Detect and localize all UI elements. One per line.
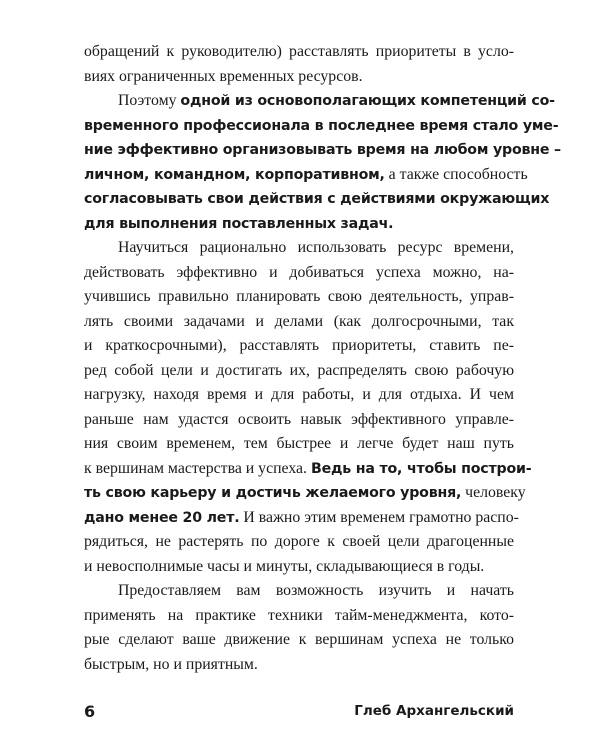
text-line	[84, 138, 561, 163]
text-line	[84, 65, 514, 90]
bold-text-run: ние эффективно организовывать время на любом уровне –	[84, 142, 561, 158]
text-line	[84, 236, 514, 261]
text-run: и невосполнимые часы и минуты, складывающиеся в годы.	[84, 557, 485, 575]
text-run: обращений к руководителю) расставлять приоритеты в усло-	[84, 43, 514, 60]
bold-text-run: личном, командном, корпоративном,	[84, 166, 385, 183]
text-run: человеку	[461, 484, 526, 501]
text-run: Предоставляем вам возможность изучить и начать	[118, 582, 514, 599]
paragraph	[84, 89, 561, 236]
text-line	[84, 163, 528, 188]
text-line	[84, 261, 514, 286]
text-run: быстрым, но и приятным.	[84, 655, 258, 673]
text-run: к вершинам мастерства и успеха.	[84, 459, 311, 477]
text-run: нагрузку, находя время и для работы, и для отдыха. И чем	[84, 386, 514, 403]
paragraph	[84, 236, 532, 579]
text-run: действовать эффективно и добиваться успеха можно, на-	[84, 263, 514, 281]
text-line	[84, 334, 514, 359]
text-line	[84, 310, 514, 335]
text-line	[84, 530, 514, 555]
text-line	[84, 114, 559, 139]
text-run: Поэтому	[118, 92, 181, 109]
text-run: рядиться, не растерять по дороге к своей цели драгоценные	[84, 533, 514, 550]
text-line	[84, 408, 514, 433]
text-run: лять своими задачами и делами (как долгосрочными, так	[84, 312, 514, 330]
text-line	[84, 579, 514, 604]
text-line	[84, 506, 519, 531]
text-run: а также способность	[384, 165, 528, 183]
text-run: ния своим временем, тем быстрее и легче будет наш путь	[84, 435, 514, 452]
text-run: Научиться рационально использовать ресурс времени,	[118, 239, 514, 256]
text-line	[84, 359, 514, 384]
author-name: Глеб Архангельский	[354, 703, 514, 719]
text-line	[84, 481, 526, 506]
text-line	[84, 40, 514, 65]
bold-text-run: временного профессионала в последнее время стало уме-	[84, 117, 559, 134]
text-run: раньше нам удастся освоить навык эффективного управле-	[84, 410, 514, 428]
bold-text-run: для выполнения поставленных задач.	[84, 215, 394, 232]
text-run: и краткосрочными), расставлять приоритеты, ставить пе-	[84, 337, 514, 354]
bold-text-run: одной из основополагающих компетенций со-	[180, 93, 555, 109]
text-run: И важно этим временем грамотно распо-	[239, 508, 519, 526]
text-line	[84, 212, 514, 237]
text-line	[84, 89, 555, 114]
text-run: виях ограниченных временных ресурсов.	[84, 67, 363, 85]
bold-text-run: согласовывать свои действия с действиями окружающих	[84, 191, 550, 207]
text-run: ред собой цели и достигать их, распределять свою рабочую	[84, 361, 514, 379]
bold-text-run: дано менее 20 лет.	[84, 509, 240, 526]
text-run: рые сделают ваше движение к вершинам успеха не только	[84, 631, 514, 648]
page-number: 6	[84, 702, 96, 721]
text-line	[84, 555, 514, 580]
body-text	[84, 40, 561, 677]
paragraph	[84, 40, 514, 89]
text-line	[84, 187, 550, 212]
text-line	[84, 457, 532, 482]
text-run: применять на практике техники тайм-менеджмента, кото-	[84, 606, 514, 624]
bold-text-run: Ведь на то, чтобы построи-	[310, 460, 532, 477]
text-run: учившись правильно планировать свою деятельность, управ-	[84, 288, 514, 305]
text-line	[84, 432, 514, 457]
text-line	[84, 383, 514, 408]
paragraph	[84, 579, 514, 677]
text-line	[84, 285, 514, 310]
bold-text-run: ть свою карьеру и достичь желаемого уровня,	[84, 485, 462, 501]
text-line	[84, 653, 514, 678]
text-line	[84, 604, 514, 629]
text-line	[84, 628, 514, 653]
